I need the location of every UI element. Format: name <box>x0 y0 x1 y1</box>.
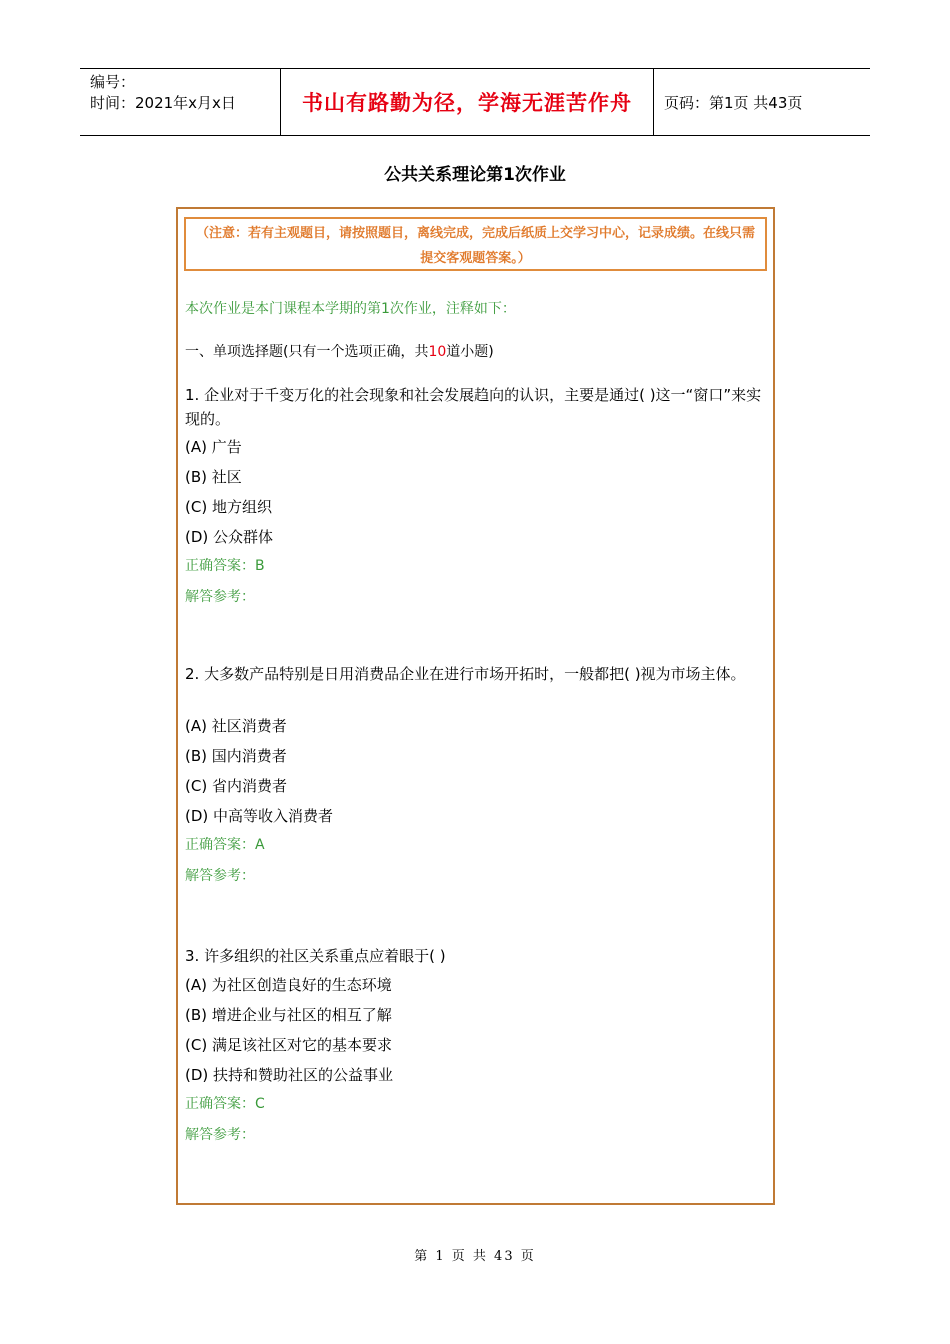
question-2-option-a: (A) 社区消费者 <box>185 717 287 735</box>
section-prefix: 一、单项选择题(只有一个选项正确，共 <box>185 344 429 360</box>
notice-box: （注意：若有主观题目，请按照题目，离线完成，完成后纸质上交学习中心，记录成绩。在线只需提交客观题答案。） <box>184 217 767 271</box>
section-suffix: 道小题) <box>446 344 494 360</box>
question-3-explain: 解答参考： <box>185 1127 255 1143</box>
question-3-option-d: (D) 扶持和赞助社区的公益事业 <box>185 1066 394 1084</box>
question-2-option-b: (B) 国内消费者 <box>185 747 287 765</box>
question-1-option-a: (A) 广告 <box>185 438 242 456</box>
question-2-option-c: (C) 省内消费者 <box>185 777 287 795</box>
motto: 书山有路勤为径，学海无涯苦作舟 <box>302 90 632 115</box>
page-footer: 第 1 页 共 43 页 <box>414 1249 536 1264</box>
question-1-answer: 正确答案：B <box>185 558 265 574</box>
time-field: 时间：2021年x月x日 <box>90 94 236 112</box>
assignment-box <box>176 207 775 1205</box>
question-3-option-c: (C) 满足该社区对它的基本要求 <box>185 1036 392 1054</box>
question-3-answer: 正确答案：C <box>185 1096 265 1112</box>
serial-number: 编号： <box>90 73 136 91</box>
question-2-stem: 2. 大多数产品特别是日用消费品企业在进行市场开拓时，一般都把( )视为市场主体。 <box>185 665 746 683</box>
question-1-option-c: (C) 地方组织 <box>185 498 272 516</box>
header-meta <box>80 69 281 135</box>
header-page-cell <box>654 69 870 135</box>
question-1-option-d: (D) 公众群体 <box>185 528 274 546</box>
question-count: 10 <box>428 344 447 360</box>
section-heading <box>185 342 494 362</box>
intro-text: 本次作业是本门课程本学期的第1次作业，注释如下： <box>185 301 516 317</box>
page-header <box>80 68 870 136</box>
question-2-option-d: (D) 中高等收入消费者 <box>185 807 334 825</box>
question-1-stem: 1. 企业对于千变万化的社会现象和社会发展趋向的认识，主要是通过( )这一“窗口”来实现的。 <box>185 386 762 428</box>
page-indicator: 页码：第1页 共43页 <box>664 93 803 112</box>
page-title: 公共关系理论第1次作业 <box>384 165 566 185</box>
question-3-option-a: (A) 为社区创造良好的生态环境 <box>185 976 392 994</box>
question-3-stem: 3. 许多组织的社区关系重点应着眼于( ) <box>185 947 446 965</box>
header-motto-cell <box>281 69 654 135</box>
question-1-option-b: (B) 社区 <box>185 468 242 486</box>
question-3-option-b: (B) 增进企业与社区的相互了解 <box>185 1006 392 1024</box>
question-1-explain: 解答参考： <box>185 589 255 605</box>
question-2-explain: 解答参考： <box>185 868 255 884</box>
question-2-answer: 正确答案：A <box>185 837 265 853</box>
